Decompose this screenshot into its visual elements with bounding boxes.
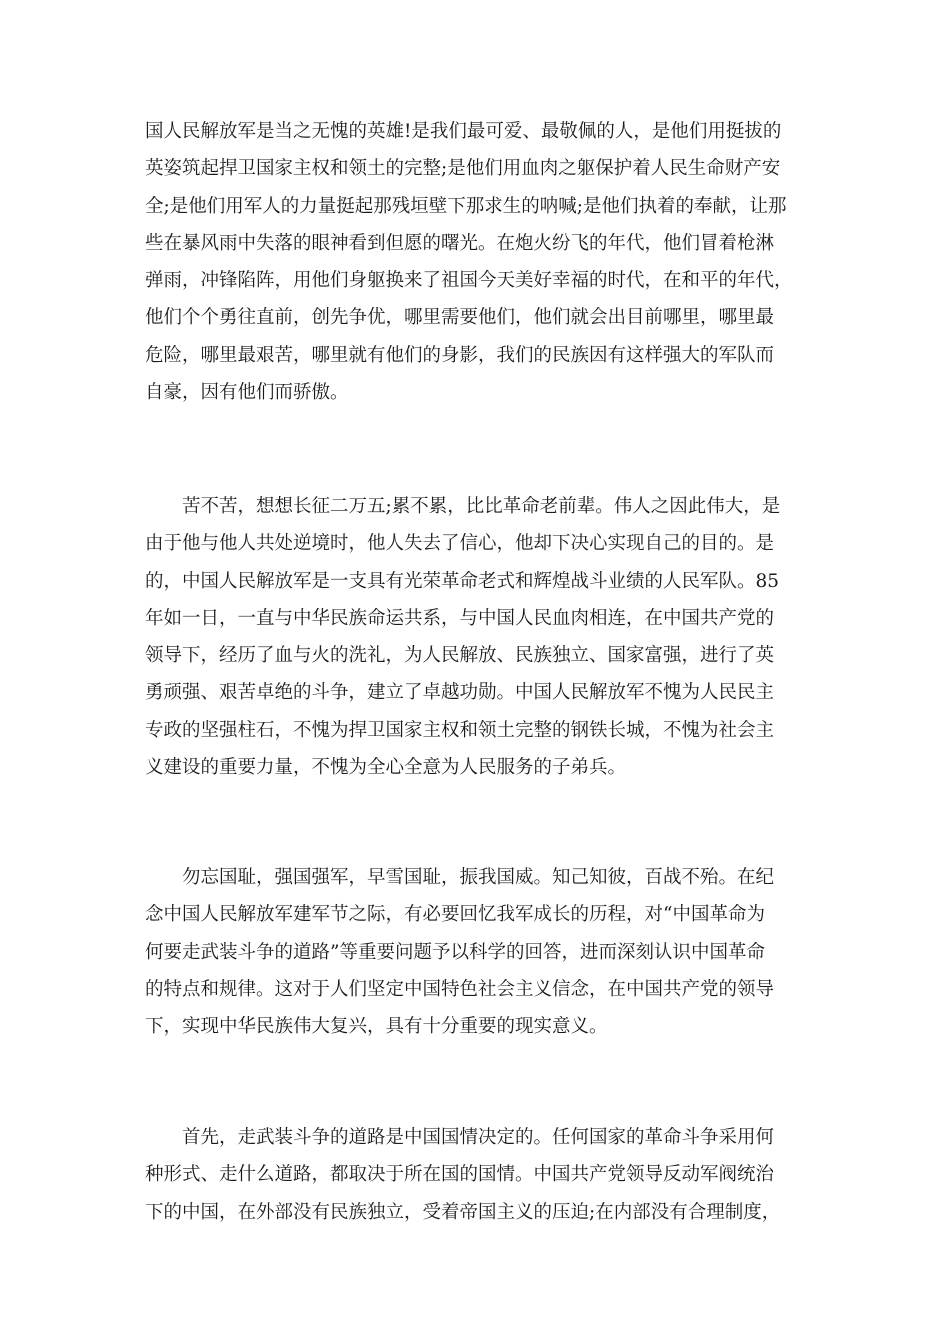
- paragraph-2: [145, 488, 810, 786]
- text-line: 的特点和规律。这对于人们坚定中国特色社会主义信念，在中国共产党的领导: [145, 978, 775, 1000]
- text-line: 下，实现中华民族伟大复兴，具有十分重要的现实意义。: [145, 1016, 608, 1038]
- text-line: 些在暴风雨中失落的眼神看到但愿的曙光。在炮火纷飞的年代，他们冒着枪淋: [145, 232, 775, 254]
- text-line: 国人民解放军是当之无愧的英雄!是我们最可爱、最敬佩的人，是他们用挺拔的: [145, 121, 782, 142]
- paragraph-4: [145, 1119, 810, 1231]
- text-line: 领导下，经历了血与火的洗礼，为人民解放、民族独立、国家富强，进行了英: [145, 645, 775, 667]
- text-line: 勇顽强、艰苦卓绝的斗争，建立了卓越功勋。中国人民解放军不愧为人民民主: [145, 682, 775, 704]
- text-line: 念中国人民解放军建军节之际，有必要回忆我军成长的历程，对“中国革命为: [145, 904, 765, 926]
- text-line: 种形式、走什么道路，都取决于所在国的国情。中国共产党领导反动军阀统治: [145, 1164, 775, 1186]
- paragraph-3: [145, 859, 810, 1045]
- text-line: 弹雨，冲锋陷阵，用他们身躯换来了祖国今天美好幸福的时代，在和平的年代，: [145, 270, 793, 292]
- text-line: 年如一日，一直与中华民族命运共系，与中国人民血肉相连，在中国共产党的: [145, 607, 775, 629]
- text-line: 下的中国，在外部没有民族独立，受着帝国主义的压迫;在内部没有合理制度，: [145, 1201, 781, 1223]
- text-line: 他们个个勇往直前，创先争优，哪里需要他们，他们就会出目前哪里，哪里最: [145, 307, 775, 329]
- text-line: 全;是他们用军人的力量挺起那残垣壁下那求生的呐喊;是他们执着的奉献，让那: [145, 195, 787, 217]
- text-line: 英姿筑起捍卫国家主权和领土的完整;是他们用血肉之躯保护着人民生命财产安: [145, 158, 781, 180]
- text-line: 苦不苦，想想长征二万五;累不累，比比革命老前辈。伟人之因此伟大，是: [182, 496, 781, 517]
- text-line: 自豪，因有他们而骄傲。: [145, 382, 349, 404]
- text-line: 何要走武装斗争的道路”等重要问题予以科学的回答，进而深刻认识中国革命: [145, 941, 765, 963]
- text-line: 首先，走武装斗争的道路是中国国情决定的。任何国家的革命斗争采用何: [182, 1127, 775, 1148]
- text-line: 危险，哪里最艰苦，哪里就有他们的身影，我们的民族因有这样强大的军队而: [145, 344, 775, 366]
- text-line: 的，中国人民解放军是一支具有光荣革命老式和辉煌战斗业绩的人民军队。85: [145, 570, 780, 592]
- text-line: 义建设的重要力量，不愧为全心全意为人民服务的子弟兵。: [145, 757, 627, 779]
- text-line: 由于他与他人共处逆境时，他人失去了信心，他却下决心实现自己的目的。是: [145, 533, 775, 555]
- text-line: 勿忘国耻，强国强军，早雪国耻，振我国威。知己知彼，百战不殆。在纪: [182, 867, 775, 888]
- paragraph-1: [145, 113, 810, 411]
- text-line: 专政的坚强柱石，不愧为捍卫国家主权和领土完整的钢铁长城，不愧为社会主: [145, 719, 775, 741]
